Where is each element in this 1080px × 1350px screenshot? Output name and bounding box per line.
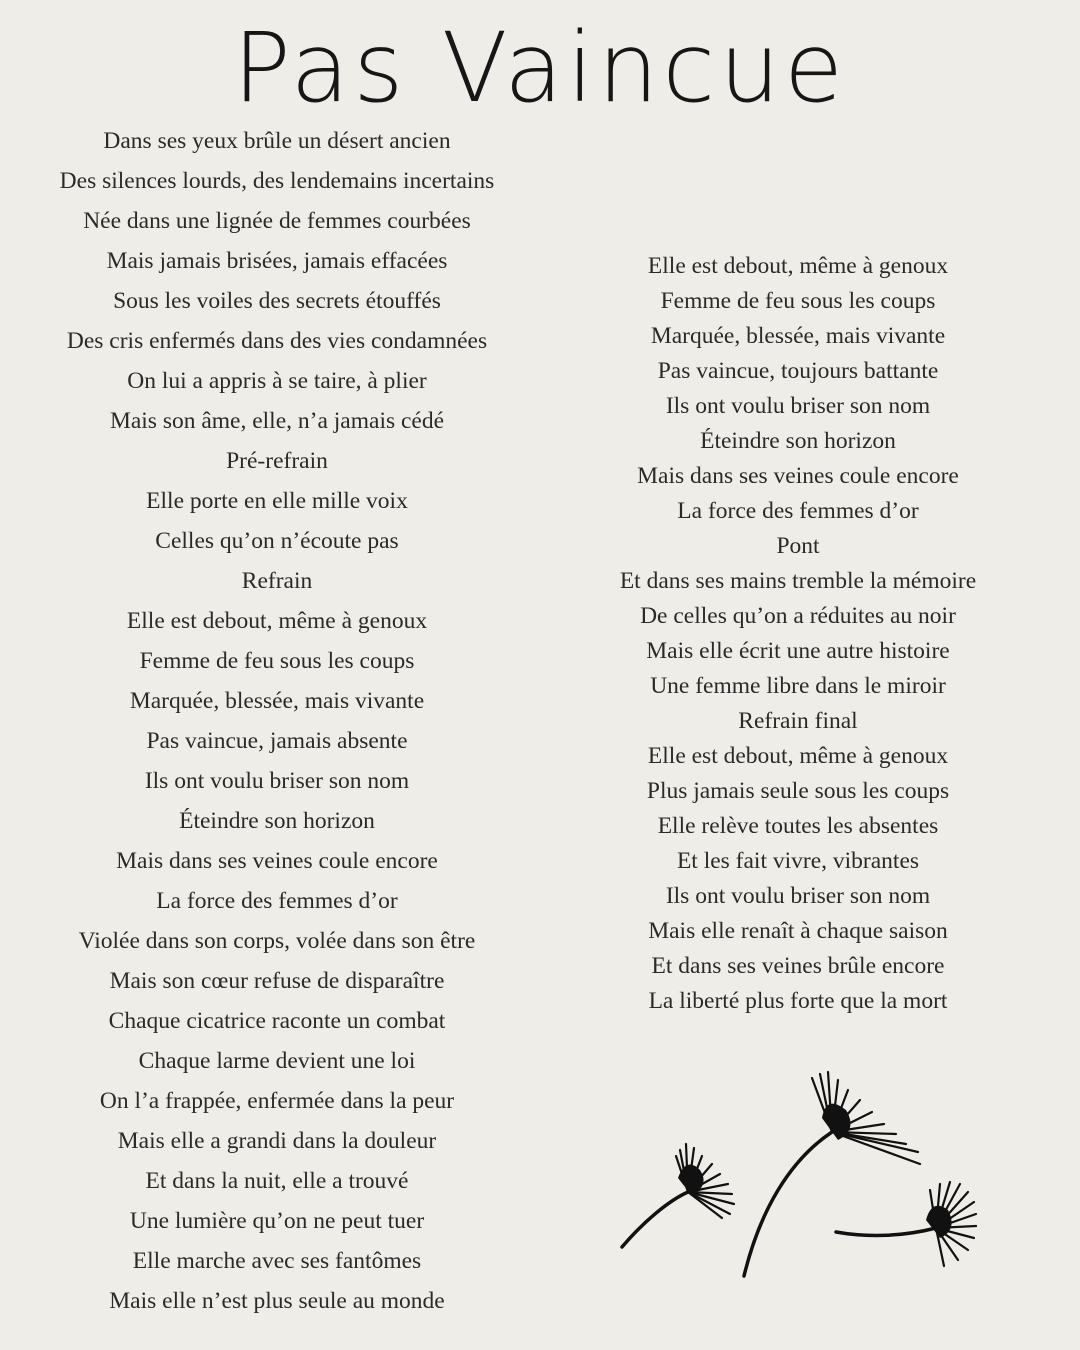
lyric-line: Des cris enfermés dans des vies condamnées bbox=[66, 328, 488, 354]
lyric-line: Pas vaincue, toujours battante bbox=[657, 358, 939, 384]
lyric-line: Plus jamais seule sous les coups bbox=[646, 778, 950, 804]
lyric-line: Femme de feu sous les coups bbox=[139, 648, 415, 674]
lyric-line: Une lumière qu’on ne peut tuer bbox=[129, 1208, 425, 1234]
lyric-line: La force des femmes d’or bbox=[677, 498, 919, 524]
lyric-line: Et les fait vivre, vibrantes bbox=[676, 848, 920, 874]
lyric-line: Sous les voiles des secrets étouffés bbox=[113, 288, 441, 314]
lyric-line: Des silences lourds, des lendemains incertains bbox=[59, 168, 495, 194]
dandelion-seeds-icon bbox=[600, 1060, 1000, 1300]
lyric-line: Et dans ses veines brûle encore bbox=[651, 953, 945, 979]
lyric-line: On lui a appris à se taire, à plier bbox=[127, 368, 427, 394]
lyrics-column-right bbox=[578, 249, 1018, 1019]
lyric-line: Et dans ses mains tremble la mémoire bbox=[619, 568, 977, 594]
lyric-line: Et dans la nuit, elle a trouvé bbox=[145, 1168, 409, 1194]
lyric-line: Éteindre son horizon bbox=[179, 808, 375, 834]
dandelion-seed-right bbox=[836, 1182, 976, 1266]
lyric-line: Mais jamais brisées, jamais effacées bbox=[106, 248, 448, 274]
lyric-line: Refrain final bbox=[738, 708, 858, 734]
lyric-line: La liberté plus forte que la mort bbox=[648, 988, 948, 1014]
lyric-line: Née dans une lignée de femmes courbées bbox=[83, 208, 471, 234]
lyric-line: Ils ont voulu briser son nom bbox=[665, 883, 931, 909]
lyric-line: Chaque cicatrice raconte un combat bbox=[108, 1008, 446, 1034]
lyric-line: Refrain bbox=[241, 568, 313, 594]
lyric-line: On l’a frappée, enfermée dans la peur bbox=[99, 1088, 455, 1114]
dandelion-seed-left bbox=[622, 1144, 734, 1247]
lyric-line: Mais dans ses veines coule encore bbox=[116, 848, 438, 874]
lyric-line: Mais elle écrit une autre histoire bbox=[646, 638, 950, 664]
lyric-line: Chaque larme devient une loi bbox=[138, 1048, 416, 1074]
lyric-line: Dans ses yeux brûle un désert ancien bbox=[103, 128, 451, 154]
lyric-line: Elle est debout, même à genoux bbox=[647, 743, 949, 769]
lyric-line: Ils ont voulu briser son nom bbox=[144, 768, 410, 794]
lyric-line: Pas vaincue, jamais absente bbox=[146, 728, 408, 754]
lyric-line: Elle porte en elle mille voix bbox=[146, 488, 408, 514]
lyric-line: Femme de feu sous les coups bbox=[660, 288, 936, 314]
lyric-line: Elle est debout, même à genoux bbox=[126, 608, 428, 634]
dandelion-seed-middle bbox=[744, 1072, 920, 1276]
lyric-line: Pré-refrain bbox=[226, 448, 328, 474]
lyric-line: Ils ont voulu briser son nom bbox=[665, 393, 931, 419]
lyric-line: Éteindre son horizon bbox=[700, 428, 896, 454]
lyric-line: Mais son cœur refuse de disparaître bbox=[109, 968, 445, 994]
lyric-line: Mais elle n’est plus seule au monde bbox=[109, 1288, 445, 1314]
lyric-line: Mais dans ses veines coule encore bbox=[637, 463, 959, 489]
lyric-line: Violée dans son corps, volée dans son être bbox=[78, 928, 476, 954]
lyric-line: Marquée, blessée, mais vivante bbox=[650, 323, 946, 349]
lyric-line: Elle est debout, même à genoux bbox=[647, 253, 949, 279]
lyric-line: Marquée, blessée, mais vivante bbox=[129, 688, 425, 714]
lyric-line: Mais elle renaît à chaque saison bbox=[648, 918, 948, 944]
lyric-line: Mais son âme, elle, n’a jamais cédé bbox=[109, 408, 445, 434]
lyric-line: La force des femmes d’or bbox=[156, 888, 398, 914]
lyric-line: Pont bbox=[776, 533, 820, 559]
lyric-line: Mais elle a grandi dans la douleur bbox=[117, 1128, 437, 1154]
lyric-line: Elle relève toutes les absentes bbox=[657, 813, 939, 839]
page-title: Pas Vaincue bbox=[232, 12, 848, 124]
lyric-line: De celles qu’on a réduites au noir bbox=[640, 603, 956, 629]
lyric-line: Une femme libre dans le miroir bbox=[650, 673, 946, 699]
lyric-line: Celles qu’on n’écoute pas bbox=[155, 528, 399, 554]
lyrics-column-left bbox=[22, 121, 532, 1321]
lyric-line: Elle marche avec ses fantômes bbox=[132, 1248, 422, 1274]
